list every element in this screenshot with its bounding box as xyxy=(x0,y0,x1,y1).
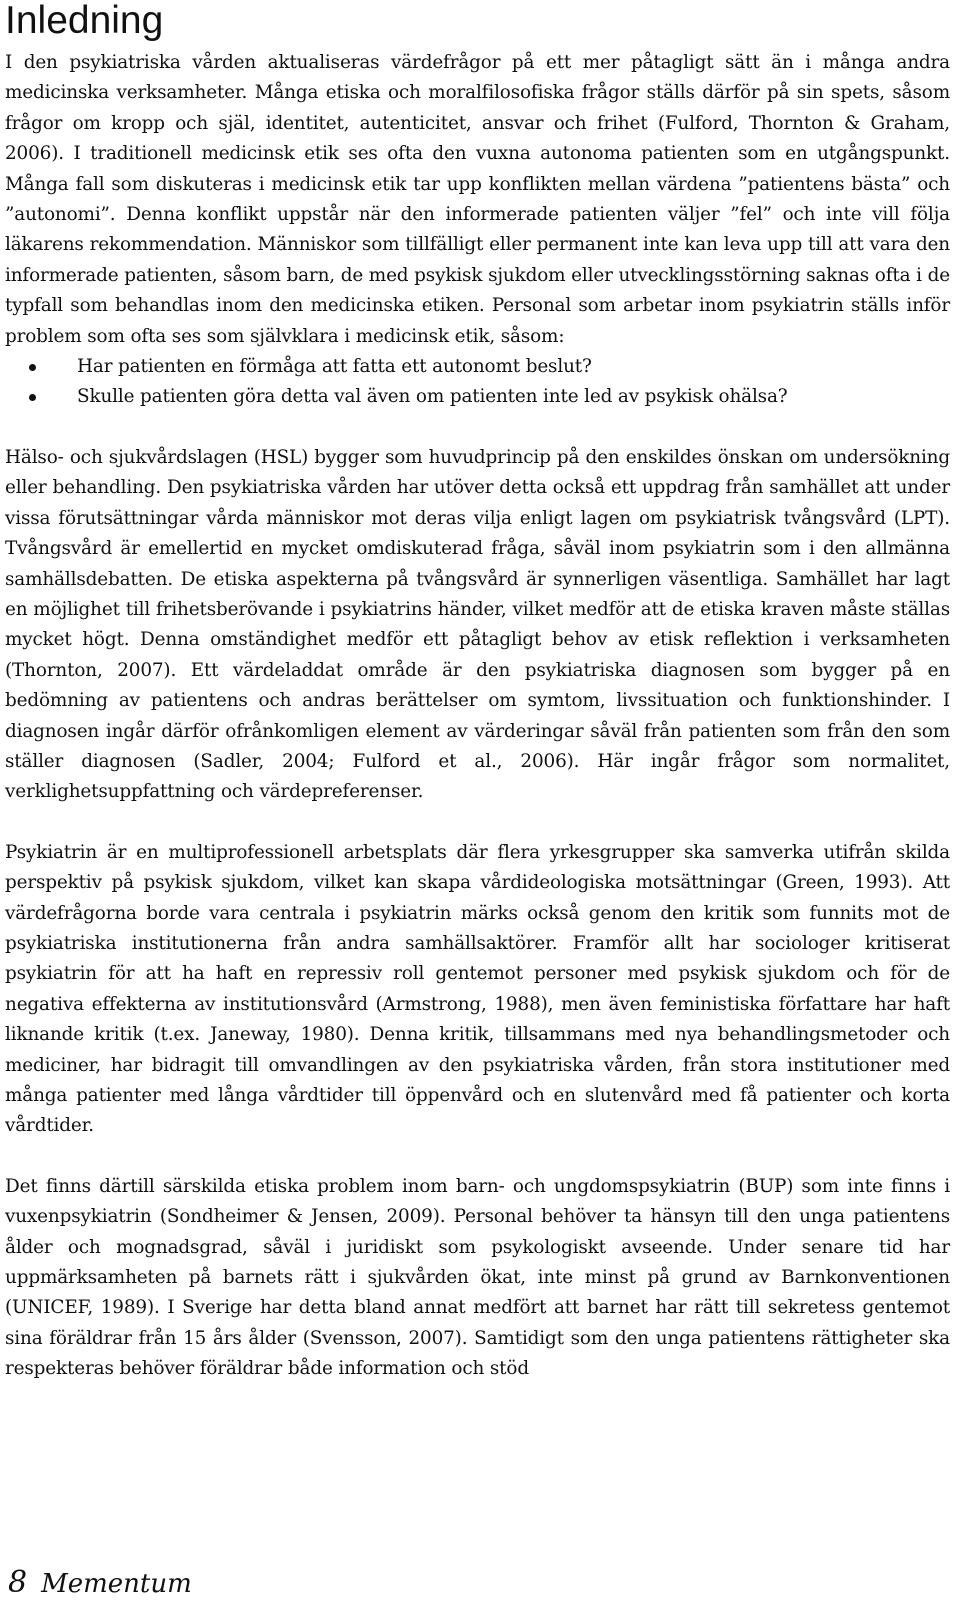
publication-name: Mementum xyxy=(41,1569,192,1599)
paragraph-multiprofessional: Psykiatrin är en multiprofessionell arbetsplats där flera yrkesgrupper ska samverka utifrån skilda perspektiv på psykisk sjukdom, vilket kan skapa vårdideologiska motsättningar (Green, 1993). Att värdefrågorna borde vara centrala i psykiatrin märks också genom den kritik som funnits mot de psykiatriska institutionerna från andra samhällsaktörer. Framför allt har sociologer kritiserat psykiatrin för att ha haft en repressiv roll gentemot personer med psykisk sjukdom och för de negativa effekterna av institutionsvård (Armstrong, 1988), men även feministiska författare har haft liknande kritik (t.ex. Janeway, 1980). Denna kritik, tillsammans med nya behandlingsmetoder och mediciner, har bidragit till omvandlingen av den psykiatriska vården, från stora institutioner med många patienter med långa vårdtider till öppenvård och en slutenvård med få patienter och korta vårdtider. xyxy=(5,841,950,1137)
section-heading: Inledning xyxy=(5,0,164,42)
list-item xyxy=(5,352,950,382)
bullet-icon xyxy=(29,394,36,401)
paragraph-spacer xyxy=(5,1142,950,1172)
page-number: 8 xyxy=(8,1565,28,1600)
document-page xyxy=(5,0,950,1385)
paragraph-bup: Det finns därtill särskilda etiska problem inom barn- och ungdomspsykiatrin (BUP) som inte finns i vuxenpsykiatrin (Sondheimer & Jensen, 2009). Personal behöver ta hänsyn till den unga patientens ålder och mognadsgrad, såväl i juridiskt som psykologiskt avseende. Under senare tid har uppmärksamheten på barnets rätt i sjukvården ökat, inte minst på grund av Barnkonventionen (UNICEF, 1989). I Sverige har detta bland annat medfört att barnet har rätt till sekretess gentemot sina föräldrar från 15 års ålder (Svensson, 2007). Samtidigt som den unga patientens rättigheter ska respekteras behöver föräldrar både information och stöd xyxy=(5,1175,950,1380)
list-item-text: Skulle patienten göra detta val även om patienten inte led av psykisk ohälsa? xyxy=(77,386,788,408)
list-item-text: Har patienten en förmåga att fatta ett autonomt beslut? xyxy=(77,356,592,378)
paragraph-spacer xyxy=(5,413,950,443)
paragraph-hsl: Hälso- och sjukvårdslagen (HSL) bygger som huvudprincip på den enskildes önskan om undersökning eller behandling. Den psykiatriska vården har utöver detta också ett uppdrag från samhället att under vissa förutsättningar vårda människor mot deras vilja enligt lagen om psykiatrisk tvångsvård (LPT). Tvångsvård är emellertid en mycket omdiskuterad fråga, såväl inom psykiatrin som i den allmänna samhällsdebatten. De etiska aspekterna på tvångsvård är synnerligen väsentliga. Samhället har lagt en möjlighet till frihetsberövande i psykiatrins händer, vilket medför att de etiska kraven måste ställas mycket högt. Denna omständighet medför ett påtagligt behov av etisk reflektion i verksamheten (Thornton, 2007). Ett värdeladdat område är den psykiatriska diagnosen som bygger på en bedömning av patientens och andras berättelser om symtom, livssituation och funktionshinder. I diagnosen ingår därför ofrånkomligen element av värderingar såväl från patienten som från den som ställer diagnosen (Sadler, 2004; Fulford et al., 2006). Här ingår frågor som normalitet, verklighetsuppfattning och värdepreferenser. xyxy=(5,446,950,803)
page-footer xyxy=(8,1566,192,1601)
paragraph-intro: I den psykiatriska vården aktualiseras värdefrågor på ett mer påtagligt sätt än i många andra medicinska verksamheter. Många etiska och moralfilosofiska frågor ställs därför på sin spets, såsom frågor om kropp och själ, identitet, autenticitet, ansvar och frihet (Fulford, Thornton & Graham, 2006). I traditionell medicinsk etik ses ofta den vuxna autonoma patienten som en utgångspunkt. Många fall som diskuteras i medicinsk etik tar upp konflikten mellan värdena ”patientens bästa” och ”autonomi”. Denna konflikt uppstår när den informerade patienten väljer ”fel” och inte vill följa läkarens rekommendation. Människor som tillfälligt eller permanent inte kan leva upp till att vara den informerade patienten, såsom barn, de med psykisk sjukdom eller utvecklingsstörning saknas ofta i de typfall som behandlas inom den medicinska etiken. Personal som arbetar inom psykiatrin ställs inför problem som ofta ses som självklara i medicinsk etik, såsom: xyxy=(5,52,950,347)
paragraph-spacer xyxy=(5,808,950,838)
bullet-icon xyxy=(29,364,36,371)
question-list xyxy=(5,352,950,413)
list-item xyxy=(5,382,950,412)
